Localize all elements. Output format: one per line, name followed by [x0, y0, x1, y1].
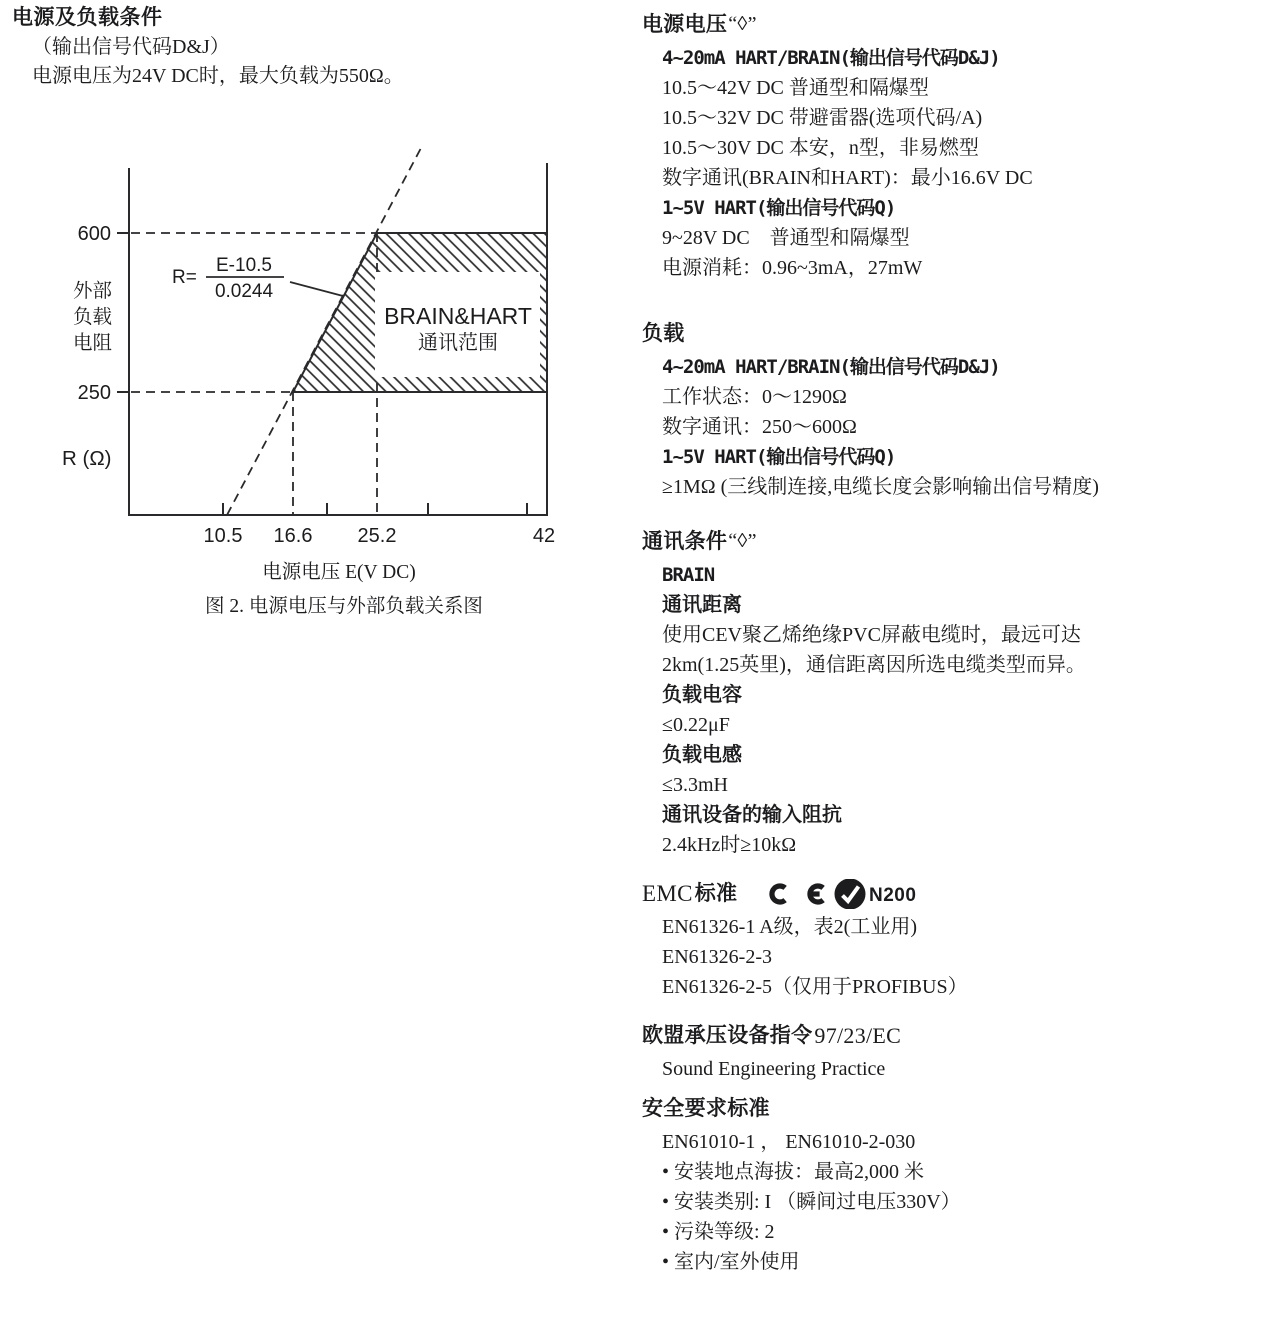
y-axis-title: 电阻 [73, 333, 113, 354]
spec-line: 使用CEV聚乙烯绝缘PVC屏蔽电缆时，最远可达 [662, 624, 1081, 646]
section-heading [642, 6, 1257, 43]
formula-numerator: E-10.5 [216, 255, 272, 276]
spec-line: EN61326-2-5（仅用于PROFIBUS） [662, 976, 968, 998]
spec-line: EN61326-1 A级，表2(工业用) [662, 916, 917, 938]
y-tick-label: 250 [77, 382, 111, 404]
section-heading [642, 523, 1257, 560]
region-label: BRAIN&HART [384, 303, 532, 329]
spec-line: 1~5V HART(输出信号代码Q) [662, 446, 896, 468]
spec-line: （输出信号代码D&J） [32, 36, 230, 58]
section-load [642, 315, 1257, 502]
spec-line: ≥1MΩ (三线制连接,电缆长度会影响输出信号精度) [662, 476, 1099, 498]
section-emc [642, 875, 1257, 1002]
right-column [642, 0, 1257, 1277]
ce-mark-icon [772, 885, 823, 901]
spec-line: 10.5～32V DC 带避雷器(选项代码/A) [662, 107, 983, 129]
x-axis-title: 电源电压 E(V DC) [262, 562, 416, 583]
rcm-number-label: N200 [869, 884, 917, 906]
heading-suffix: 97/23/EC [814, 1022, 902, 1048]
certification-marks [763, 879, 935, 909]
bullet-line: • 安装地点海拔：最高2,000 米 [662, 1161, 925, 1183]
section-heading [642, 1090, 1257, 1127]
section-communication [642, 523, 1257, 860]
spec-line: 2.4kHz时≥10kΩ [662, 834, 797, 856]
spec-line: 数字通讯(BRAIN和HART)：最小16.6V DC [662, 167, 1033, 189]
section-heading [642, 1017, 1257, 1054]
spec-line: 电源消耗：0.96~3mA，27mW [662, 257, 923, 279]
spec-line: 4~20mA HART/BRAIN(输出信号代码D&J) [662, 356, 1000, 378]
spec-line: ≤0.22μF [662, 714, 730, 736]
x-tick-label: 16.6 [273, 525, 313, 547]
spec-subheading: 负载电容 [662, 684, 742, 706]
x-tick-label: 10.5 [203, 525, 243, 547]
spec-line: EN61326-2-3 [662, 946, 772, 968]
formula-lhs: R= [172, 267, 197, 288]
spec-line: 10.5～42V DC 普通型和隔爆型 [662, 77, 929, 99]
section-heading [642, 315, 1257, 352]
spec-line: 9~28V DC 普通型和隔爆型 [662, 227, 910, 249]
spec-line: 工作状态：0～1290Ω [662, 386, 847, 408]
x-tick-label: 25.2 [357, 525, 397, 547]
spec-line: 4~20mA HART/BRAIN(输出信号代码D&J) [662, 47, 1000, 69]
y-axis-title: 负载 [73, 307, 113, 328]
region-label: 通讯范围 [418, 332, 498, 354]
formula-leader-line [290, 282, 343, 296]
spec-line: 2km(1.25英里)，通信距离因所选电缆类型而异。 [662, 654, 1086, 676]
spec-line: EN61010-1 ， EN61010-2-030 [662, 1131, 916, 1153]
y-axis-title: 外部 [73, 281, 113, 302]
spec-line: Sound Engineering Practice [662, 1058, 886, 1080]
y-tick-label: 600 [77, 223, 111, 245]
heading-text-latin: EMC [642, 880, 693, 906]
spec-line: ≤3.3mH [662, 774, 728, 796]
heading-text: 安全要求标准 [642, 1097, 770, 1120]
bullet-line: • 污染等级: 2 [662, 1221, 775, 1243]
left-column [12, 2, 612, 91]
heading-text: 负载 [642, 322, 685, 345]
section-ped [642, 1017, 1257, 1084]
formula-denominator: 0.0244 [214, 281, 274, 302]
c-tick-mark-icon [835, 879, 866, 909]
heading-text: 通讯条件 [642, 530, 728, 553]
spec-subheading: 通讯距离 [662, 594, 742, 616]
section-supply-voltage [642, 6, 1257, 283]
heading-text: 欧盟承压设备指令 [642, 1024, 813, 1047]
heading-suffix: “◊” [728, 13, 757, 35]
spec-subheading: 负载电感 [662, 744, 742, 766]
supply-voltage-load-chart [0, 140, 620, 640]
figure-2-chart [0, 140, 620, 640]
spec-line: 10.5～30V DC 本安，n型，非易燃型 [662, 137, 979, 159]
x-tick-label: 42 [532, 525, 556, 547]
spec-line: BRAIN [662, 564, 715, 586]
bullet-line: • 室内/室外使用 [662, 1251, 800, 1273]
bullet-line: • 安装类别: I （瞬间过电压330V） [662, 1191, 961, 1213]
section-heading [642, 875, 1257, 912]
heading-suffix: “◊” [728, 530, 757, 552]
spec-line: 数字通讯：250～600Ω [662, 416, 857, 438]
y-unit-label: R (Ω) [62, 447, 112, 470]
spec-subheading: 通讯设备的输入阻抗 [662, 804, 842, 826]
formula-annotation [172, 255, 343, 302]
heading-text: 电源电压 [642, 13, 728, 36]
spec-line: 1~5V HART(输出信号代码Q) [662, 197, 896, 219]
spec-line: 电源电压为24V DC时，最大负载为550Ω。 [32, 65, 404, 87]
figure-caption: 图 2. 电源电压与外部负载关系图 [205, 596, 483, 617]
section-title-power-load: 电源及负载条件 [12, 6, 163, 29]
heading-text: 标准 [694, 882, 738, 905]
section-safety [642, 1090, 1257, 1277]
